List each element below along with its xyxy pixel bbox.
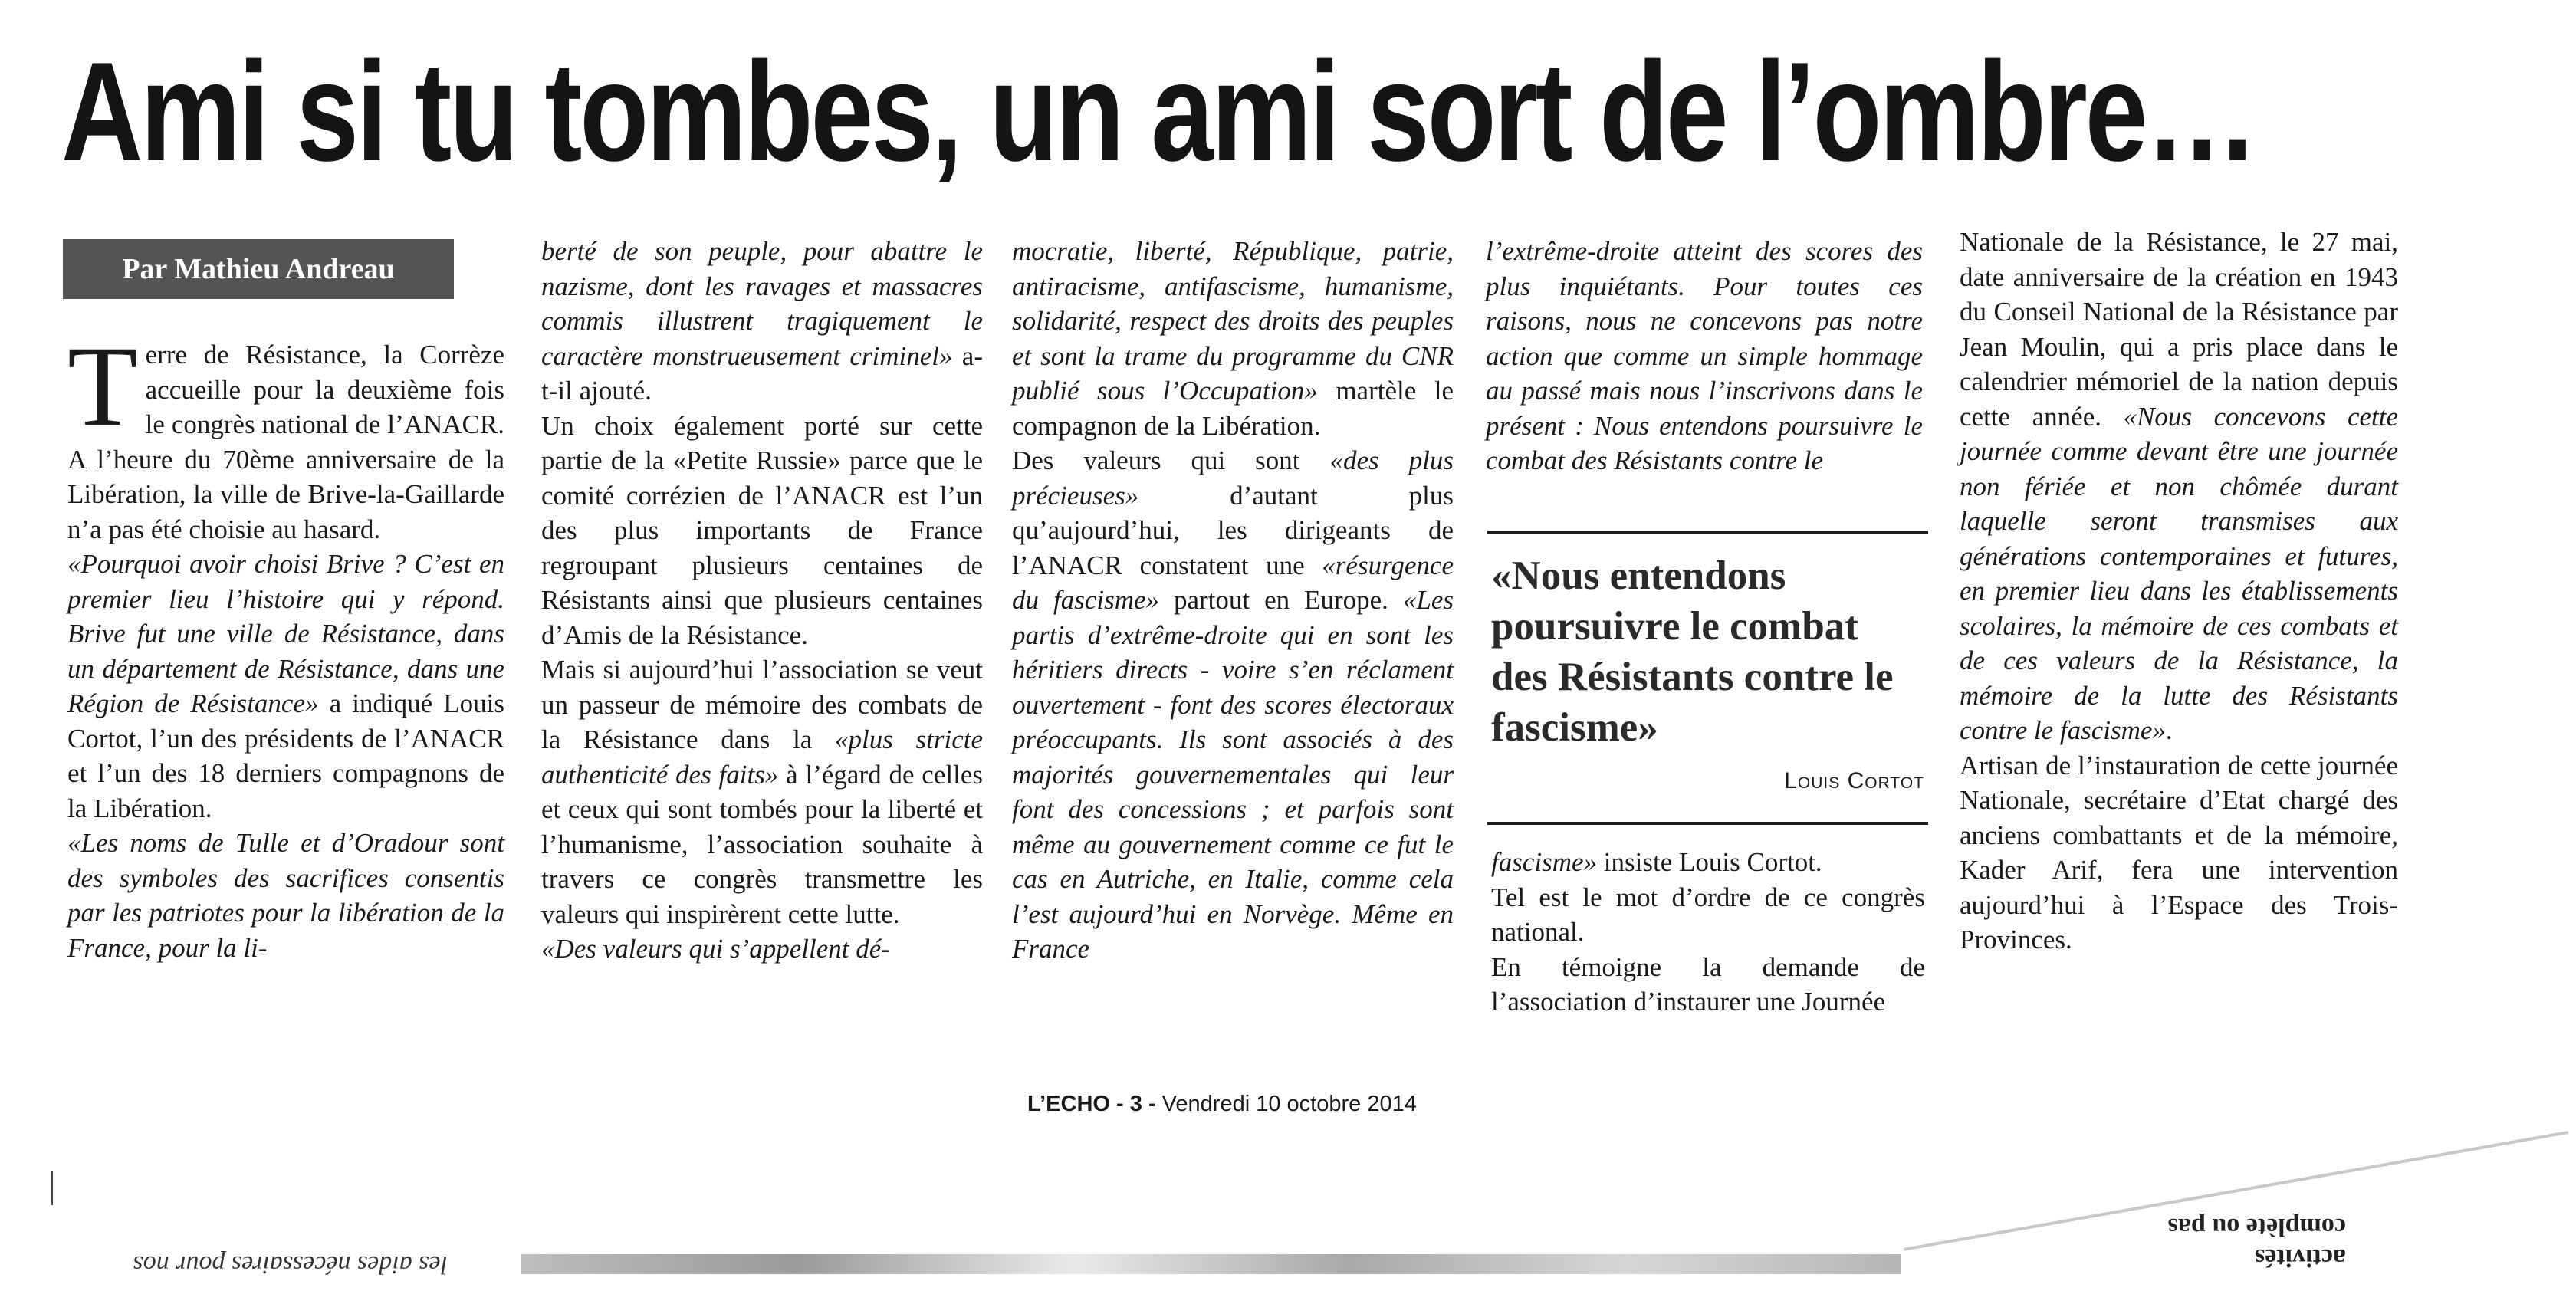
article-column-5 [1960, 225, 2398, 958]
column-3-italic-2b: «résurgence du fascisme» [1012, 550, 1454, 615]
column-2-italic-3: «plus stricte authenticité des faits» [541, 724, 983, 790]
column-2-quote-1: berté de son peuple, pour abattre le nazisme, dont les ravages et massacres commis illustrent tragiquement le caractère monstrueusement criminel» [541, 236, 983, 371]
article-column-2 [541, 234, 983, 967]
column-3-italic-2a: «des plus précieuses» [1012, 445, 1454, 511]
article-column-4-bottom [1491, 845, 1925, 1020]
column-3-text-2c: partout en Europe. [1159, 585, 1403, 615]
page-margin-mark [51, 1171, 53, 1205]
article-column-4-top [1486, 234, 1923, 478]
column-4-paragraph-4: En témoigne la demande de l’association d’instaurer une Journée [1491, 951, 1925, 1017]
column-2-text-1: a-t-il ajouté. [541, 340, 983, 406]
column-1-paragraph-1: erre de Résistance, la Corrèze accueille pour la deuxième fois le congrès national de l’ANACR. A l’heure du 70ème anniversaire de la Libération, la ville de Brive-la-Gaillarde n’a pas été choisie au hasard. [67, 340, 504, 544]
drop-cap: T [67, 323, 138, 450]
column-4-paragraph-3: Tel est le mot d’ordre de ce congrès national. [1491, 882, 1925, 947]
footer-paper-name: L’ECHO [1027, 1092, 1110, 1116]
bleed-right-line-1: complète ou pas [2167, 1213, 2346, 1241]
column-1-text-2: a indiqué Louis Cortot, l’un des présidents de l’ANACR et l’un des 18 derniers compagnons de la Libération. [67, 688, 504, 823]
bleed-through-text-left: les aides nécessaires pour nos [133, 1250, 448, 1279]
column-3-text-2a: Des valeurs qui sont [1012, 445, 1330, 475]
column-2-quote-4: «Des valeurs qui s’appellent dé- [541, 934, 890, 964]
column-2-paragraph-2: Un choix également porté sur cette partie de la «Petite Russie» parce que le comité corrézien de l’ANACR est l’un des plus importants de France regroupant plusieurs centaines de Résistants ainsi que plusieurs centaines d’Amis de la Résistance. [541, 410, 983, 650]
bleed-through-strip [521, 1254, 1901, 1274]
pullquote: «Nous entendons poursuivre le combat des Résistants contre le fascisme» [1491, 554, 1894, 750]
pullquote-bottom-rule [1487, 822, 1928, 825]
column-5-paragraph-2: Artisan de l’instauration de cette journée Nationale, secrétaire d’Etat chargé des anciens combattants et de la mémoire, Kader Arif, fera une intervention aujourd’hui à l’Espace des Trois-Provinces. [1960, 750, 2398, 954]
column-2-text-3a: Mais si aujourd’hui l’association se veut un passeur de mémoire des combats de la Résistance dans la [541, 655, 983, 754]
pullquote-top-rule [1487, 531, 1928, 534]
column-4-italic-1: l’extrême-droite atteint des scores des plus inquiétants. Pour toutes ces raisons, nous ne concevons pas notre action que comme un simple hommage au passé mais nous l’inscrivons dans le présent : Nous entendons poursuivre le combat des Résistants contre le [1486, 236, 1923, 475]
column-1-quote-2: «Les noms de Tulle et d’Oradour sont des symboles des sacrifices consentis par les patriotes pour la libération de la France, pour la li- [67, 828, 504, 963]
pullquote-author: Louis Cortot [1784, 768, 1924, 793]
column-1-quote-1: «Pourquoi avoir choisi Brive ? C’est en premier lieu l’histoire qui y répond. Brive fut une ville de Résistance, dans un département de Résistance, dans une Région de Résistance» [67, 549, 504, 718]
byline: Par Mathieu Andreau [63, 239, 454, 299]
bleed-through-text-right [1947, 1196, 2346, 1273]
column-4-italic-2: fascisme» [1491, 847, 1598, 877]
column-5-end-1: . [2165, 715, 2173, 745]
page-footer: L’ECHO - 3 - Vendredi 10 octobre 2014 [1027, 1092, 1417, 1116]
headline: Ami si tu tombes, un ami sort de l’ombre… [61, 32, 2256, 190]
column-3-quote-1: mocratie, liberté, République, patrie, antiracisme, antifascisme, humanisme, solidarité, respect des droits des peuples et sont la trame du programme du CNR publié sous l’Occupation» [1012, 236, 1454, 406]
column-5-italic-1: «Nous concevons cette journée comme devant être une journée non fériée et non chômée durant laquelle seront transmises aux générations contemporaines et futures, en premier lieu dans les établissements scolaires, la mémoire de ces combats et de ces valeurs de la Résistance, la mémoire de la lutte des Résistants contre le fascisme» [1960, 401, 2398, 745]
column-3-italic-2c: «Les partis d’extrême-droite qui en sont les héritiers directs - voire s’en réclament ouvertement - font des scores électoraux préoccupants. Ils sont associés à des majorités gouvernementales qui leur font des concessions ; et parfois sont même au gouvernement comme ce fut le cas en Autriche, en Italie, comme cela l’est aujourd’hui en Norvège. Même en France [1012, 585, 1454, 964]
article-column-3 [1012, 234, 1454, 967]
column-3-text-1: martèle le compagnon de la Libération. [1012, 376, 1454, 441]
column-5-text-1: Nationale de la Résistance, le 27 mai, date anniversaire de la création en 1943 du Conseil National de la Résistance par Jean Moulin, qui a pris place dans le calendrier mémoriel de la nation depuis cette année. [1960, 227, 2398, 432]
bleed-right-line-2: activités [2255, 1243, 2346, 1272]
column-2-text-3b: à l’égard de celles et ceux qui sont tombés pour la liberté et l’humanisme, l’association souhaite à travers ce congrès transmettre les valeurs qui inspirèrent cette lutte. [541, 759, 983, 929]
column-3-text-2b: d’autant plus qu’aujourd’hui, les dirigeants de l’ANACR constatent une [1012, 480, 1454, 580]
footer-page-number: 3 [1129, 1092, 1142, 1116]
article-column-1 [67, 323, 504, 965]
footer-date: Vendredi 10 octobre 2014 [1162, 1092, 1417, 1116]
column-4-text-2: insiste Louis Cortot. [1597, 847, 1822, 877]
